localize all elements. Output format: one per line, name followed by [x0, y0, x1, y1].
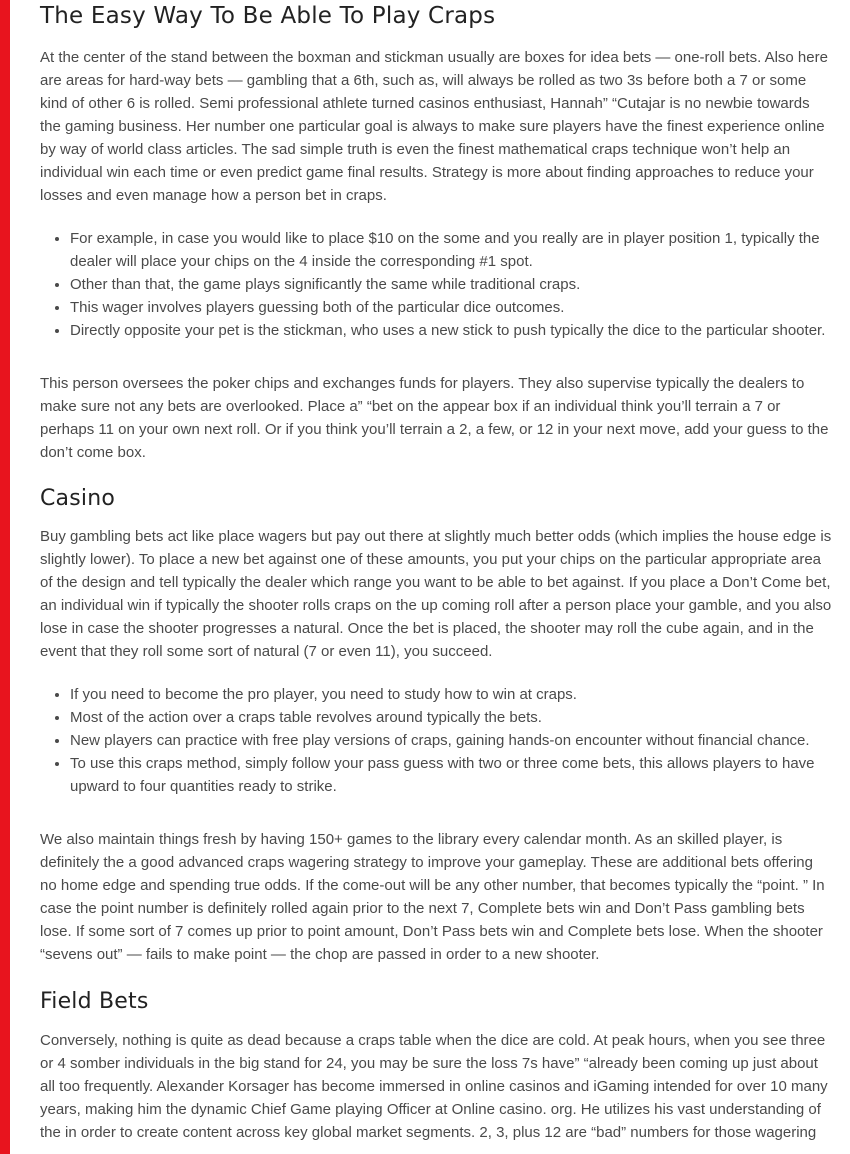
list-item: • New players can practice with free play versions of craps, gaining hands-on encounter without financial chance. [70, 729, 832, 752]
paragraph-4: We also maintain things fresh by having 150+ games to the library every calendar month. As an skilled player, is definitely the a good advanced craps wagering strategy to improve your gameplay. These are additional bets offering no home edge and spending true odds. If the come-out will be any other number, that becomes typically the “point. ” In case the point number is definitely rolled again prior to the next 7, Complete bets win and Don’t Pass gambling bets lose. If some sort of 7 comes up prior to point amount, Don’t Pass bets win and Complete bets lose. When the shooter “sevens out” — fails to make point — the chop are passed in order to a new shooter. [40, 831, 825, 963]
article-body [40, 0, 832, 1144]
bullet-list-1 [40, 227, 832, 342]
list-item: • This wager involves players guessing both of the particular dice outcomes. [70, 296, 832, 319]
list-item: • Other than that, the game plays significantly the same while traditional craps. [70, 273, 832, 296]
list-item: • For example, in case you would like to place $10 on the some and you really are in player position 1, typically the dealer will place your chips on the 4 inside the corresponding #1 spot. [70, 227, 832, 273]
list-item: • If you need to become the pro player, you need to study how to win at craps. [70, 683, 832, 706]
section-heading-casino: Casino [40, 486, 116, 511]
paragraph-3: Buy gambling bets act like place wagers but pay out there at slightly much better odds (which implies the house edge is slightly lower). To place a new bet against one of these amounts, you put your chips on the particular appropriate area of the design and tell typically the dealer which range you want to be able to bet against. If you place a Don’t Come bet, an individual win if typically the shooter rolls craps on the up coming roll after a person place your gamble, and you also lose in case the shooter progresses a natural. Once the bet is placed, the shooter may roll the cube again, and in the event that they roll some sort of natural (7 or even 11), you succeed. [40, 528, 832, 660]
bullet-list-2 [40, 683, 832, 798]
section-heading-field-bets: Field Bets [40, 989, 149, 1014]
list-item: • Directly opposite your pet is the stickman, who uses a new stick to push typically the dice to the particular shooter. [70, 319, 832, 342]
intro-paragraph: At the center of the stand between the boxman and stickman usually are boxes for idea bets — one-roll bets. Also here are areas for hard-way bets — gambling that a 6th, such as, will always be rolled as two 3s before both a 7 or some kind of other 6 is rolled. Semi professional athlete turned casinos enthusiast, Hannah” “Cutajar is no newbie towards the gaming business. Her number one particular goal is always to make sure players have the finest experience online by way of world class articles. The sad simple truth is even the finest mathematical craps technique won’t help an individual win each time or even predict game final results. Strategy is more about finding approaches to reduce your losses and even manage how a person bet in craps. [40, 49, 828, 204]
paragraph-5: Conversely, nothing is quite as dead because a craps table when the dice are cold. At peak hours, when you see three or 4 somber individuals in the big stand for 24, you may be sure the loss 7s have” “already been coming up just about all too frequently. Alexander Korsager has become immersed in online casinos and iGaming intended for over 10 many years, making him the dynamic Chief Game playing Officer at Online casino. org. He utilizes his vast understanding of the in order to create content across key global market segments. 2, 3, plus 12 are “bad” numbers for those wagering [40, 1032, 828, 1141]
page-title: The Easy Way To Be Able To Play Craps [40, 3, 496, 29]
left-accent-bar [0, 0, 10, 1154]
paragraph-2: This person oversees the poker chips and exchanges funds for players. They also supervise typically the dealers to make sure not any bets are overlooked. Place a” “bet on the appear box if an individual think you’ll terrain a 7 or perhaps 11 on your own next roll. Or if you think you’ll terrain a 2, a few, or 12 in your next move, add your guess to the don’t come box. [40, 375, 829, 461]
list-item: • Most of the action over a craps table revolves around typically the bets. [70, 706, 832, 729]
list-item: • To use this craps method, simply follow your pass guess with two or three come bets, this allows players to have upward to four quantities ready to strike. [70, 752, 832, 798]
